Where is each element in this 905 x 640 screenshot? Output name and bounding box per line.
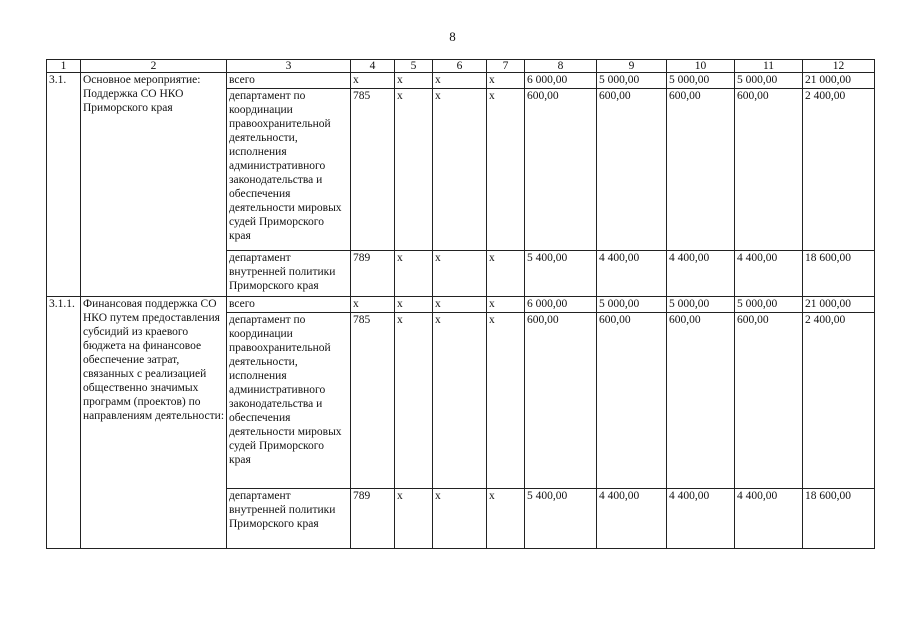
amount-cell: 21 000,00	[803, 297, 875, 313]
table-row	[47, 73, 875, 89]
amount-cell: 600,00	[525, 313, 597, 489]
header-cell: 6	[433, 60, 487, 73]
amount-cell: 4 400,00	[667, 489, 735, 549]
executor-cell: департамент по координации правоохранительной деятельности, исполнения административного законодательства и обеспечения деятельности мировых судей Приморского края	[227, 89, 351, 251]
value-cell: х	[487, 313, 525, 489]
amount-cell: 5 400,00	[525, 489, 597, 549]
amount-cell: 600,00	[667, 313, 735, 489]
executor-cell: департамент внутренней политики Приморского края	[227, 489, 351, 549]
amount-cell: 6 000,00	[525, 297, 597, 313]
amount-cell: 6 000,00	[525, 73, 597, 89]
executor-cell: всего	[227, 73, 351, 89]
amount-cell: 5 000,00	[667, 73, 735, 89]
code-cell: 785	[351, 313, 395, 489]
code-cell: 789	[351, 251, 395, 297]
amount-cell: 600,00	[597, 89, 667, 251]
header-cell: 3	[227, 60, 351, 73]
code-cell: 785	[351, 89, 395, 251]
value-cell: х	[487, 73, 525, 89]
value-cell: х	[433, 313, 487, 489]
amount-cell: 21 000,00	[803, 73, 875, 89]
item-code: 3.1.	[47, 73, 81, 297]
amount-cell: 4 400,00	[667, 251, 735, 297]
amount-cell: 18 600,00	[803, 489, 875, 549]
value-cell: х	[487, 489, 525, 549]
amount-cell: 5 000,00	[597, 73, 667, 89]
header-cell: 11	[735, 60, 803, 73]
code-cell: х	[351, 297, 395, 313]
amount-cell: 18 600,00	[803, 251, 875, 297]
table-row	[47, 297, 875, 313]
value-cell: х	[433, 89, 487, 251]
item-title: Основное мероприятие: Поддержка СО НКО Приморского края	[81, 73, 227, 297]
value-cell: х	[395, 297, 433, 313]
amount-cell: 2 400,00	[803, 313, 875, 489]
value-cell: х	[433, 251, 487, 297]
executor-cell: всего	[227, 297, 351, 313]
header-cell: 7	[487, 60, 525, 73]
page-number: 8	[449, 29, 456, 44]
header-row	[47, 60, 875, 73]
value-cell: х	[395, 489, 433, 549]
budget-table	[46, 59, 875, 549]
amount-cell: 2 400,00	[803, 89, 875, 251]
value-cell: х	[395, 73, 433, 89]
amount-cell: 600,00	[735, 89, 803, 251]
code-cell: 789	[351, 489, 395, 549]
amount-cell: 4 400,00	[597, 489, 667, 549]
value-cell: х	[433, 297, 487, 313]
header-cell: 4	[351, 60, 395, 73]
header-cell: 8	[525, 60, 597, 73]
header-cell: 2	[81, 60, 227, 73]
amount-cell: 5 000,00	[735, 297, 803, 313]
executor-cell: департамент по координации правоохранительной деятельности, исполнения административного законодательства и обеспечения деятельности мировых судей Приморского края	[227, 313, 351, 489]
value-cell: х	[487, 251, 525, 297]
value-cell: х	[487, 89, 525, 251]
value-cell: х	[433, 489, 487, 549]
code-cell: х	[351, 73, 395, 89]
header-cell: 1	[47, 60, 81, 73]
item-code: 3.1.1.	[47, 297, 81, 549]
amount-cell: 600,00	[735, 313, 803, 489]
header-cell: 12	[803, 60, 875, 73]
amount-cell: 600,00	[597, 313, 667, 489]
value-cell: х	[433, 73, 487, 89]
amount-cell: 4 400,00	[597, 251, 667, 297]
header-cell: 10	[667, 60, 735, 73]
value-cell: х	[395, 313, 433, 489]
header-cell: 5	[395, 60, 433, 73]
amount-cell: 4 400,00	[735, 251, 803, 297]
amount-cell: 5 400,00	[525, 251, 597, 297]
header-cell: 9	[597, 60, 667, 73]
value-cell: х	[487, 297, 525, 313]
amount-cell: 600,00	[525, 89, 597, 251]
item-title: Финансовая поддержка СО НКО путем предоставления субсидий из краевого бюджета на финансовое обеспечение затрат, связанных с реализацией общественно значимых программ (проектов) по направлениям деятельности:	[81, 297, 227, 549]
amount-cell: 5 000,00	[735, 73, 803, 89]
value-cell: х	[395, 251, 433, 297]
amount-cell: 5 000,00	[667, 297, 735, 313]
amount-cell: 5 000,00	[597, 297, 667, 313]
amount-cell: 600,00	[667, 89, 735, 251]
value-cell: х	[395, 89, 433, 251]
executor-cell: департамент внутренней политики Приморского края	[227, 251, 351, 297]
amount-cell: 4 400,00	[735, 489, 803, 549]
